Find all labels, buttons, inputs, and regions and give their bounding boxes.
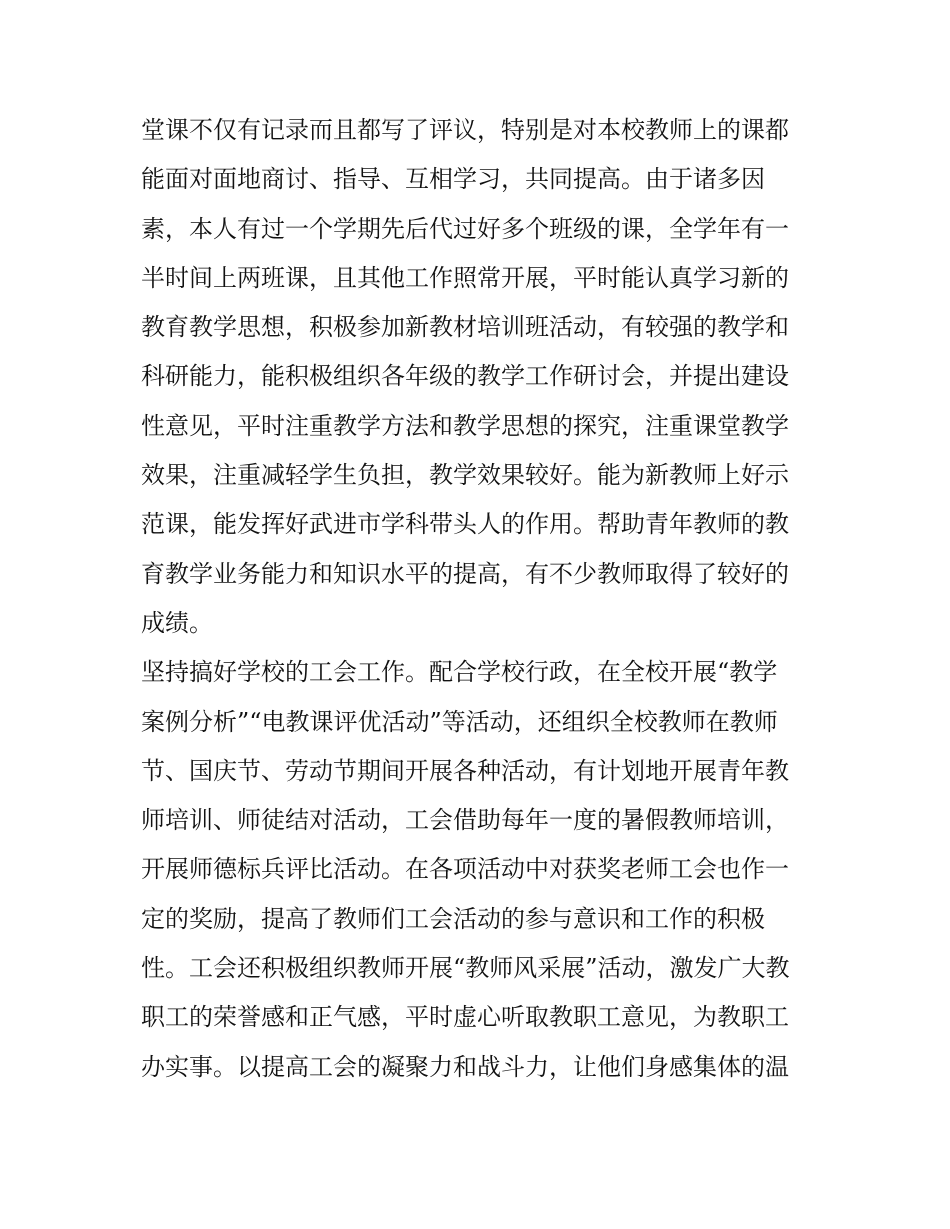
text-line: 成绩。 <box>141 608 213 637</box>
text-line: 性意见，平时注重教学方法和教学思想的探究，注重课堂教学 <box>141 411 789 440</box>
text-line: 科研能力，能积极组织各年级的教学工作研讨会，并提出建设 <box>141 362 789 391</box>
text-line: 效果，注重减轻学生负担，教学效果较好。能为新教师上好示 <box>141 461 789 490</box>
text-line: 性。工会还积极组织教师开展“教师风采展”活动，激发广大教 <box>141 954 790 983</box>
text-line: 教育教学思想，积极参加新教材培训班活动，有较强的教学和 <box>141 313 789 342</box>
text-line: 定的奖励，提高了教师们工会活动的参与意识和工作的积极 <box>141 904 765 933</box>
text-line: 素，本人有过一个学期先后代过好多个班级的课，全学年有一 <box>141 214 789 243</box>
text-line: 节、国庆节、劳动节期间开展各种活动，有计划地开展青年教 <box>141 756 789 785</box>
text-line: 堂课不仅有记录而且都写了评议，特别是对本校教师上的课都 <box>141 116 789 144</box>
body-text <box>141 106 813 1092</box>
text-line: 育教学业务能力和知识水平的提高，有不少教师取得了较好的 <box>141 559 789 588</box>
text-line: 开展师德标兵评比活动。在各项活动中对获奖老师工会也作一 <box>141 855 789 884</box>
text-line: 范课，能发挥好武进市学科带头人的作用。帮助青年教师的教 <box>141 510 789 539</box>
text-line: 半时间上两班课，且其他工作照常开展，平时能认真学习新的 <box>141 263 789 292</box>
text-line: 坚持搞好学校的工会工作。配合学校行政，在全校开展“教学 <box>141 658 778 687</box>
text-line: 能面对面地商讨、指导、互相学习，共同提高。由于诸多因 <box>141 165 765 194</box>
text-line: 师培训、师徒结对活动，工会借助每年一度的暑假教师培训， <box>141 806 789 835</box>
text-line: 职工的荣誉感和正气感，平时虚心听取教职工意见，为教职工 <box>141 1003 789 1032</box>
text-line: 办实事。以提高工会的凝聚力和战斗力，让他们身感集体的温 <box>141 1052 789 1081</box>
text-line: 案例分析”“电教课评优活动”等活动，还组织全校教师在教师 <box>141 707 778 736</box>
